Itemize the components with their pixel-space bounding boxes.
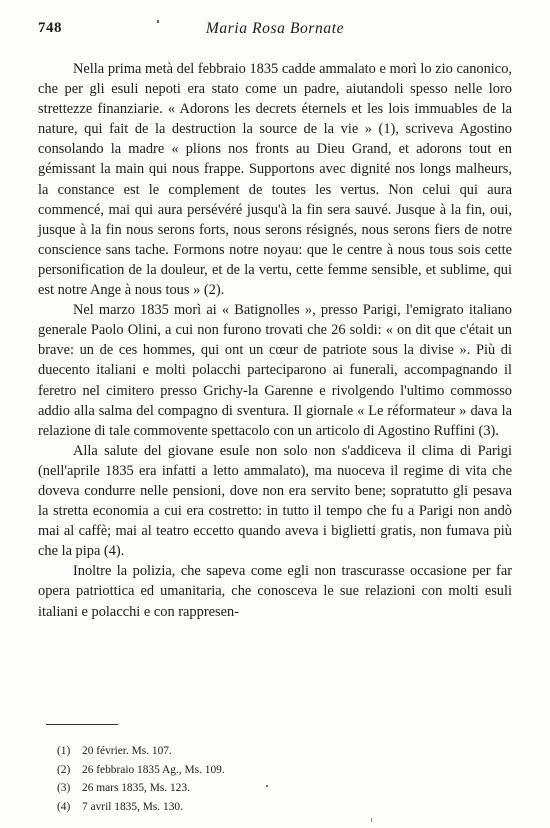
footnote-text: 7 avril 1835, Ms. 130. — [82, 800, 183, 813]
footnote-text: 26 mars 1835, Ms. 123. — [82, 782, 190, 794]
stray-mark — [371, 818, 372, 822]
footnotes — [57, 742, 387, 816]
stray-mark — [157, 20, 159, 23]
footnote-number: (2) — [57, 763, 71, 776]
footnote-text: 26 febbraio 1835 Ag., Ms. 109. — [82, 763, 225, 776]
footnote-text: 20 février. Ms. 107. — [82, 745, 172, 757]
footnote — [57, 798, 387, 817]
paragraph-1: Nella prima metà del febbraio 1835 cadde ammalato e morì lo zio canonico, che per gli esuli nepoti era stato come un padre, aiutandoli spesso nelle loro strettezze finanziarie. « Adorons les decrets éternels et les lois immuables de la nature, qui fait de la destruction la source de la vie » (1), scriveva Agostino consolando la madre « plions nos fronts au Dieu Grand, et adorons tout en gémissant la main qui nous frappe. Supportons avec dignité nos longs malheurs, la constance est le complement de toutes les vertus. Non celui qui aura commencé, mai qui aura persévéré jusqu'à la fin sera sauvé. Jusque à la fin, oui, jusque à la fin nous serons forts, nous serons résignés, nous serons fiers de notre conscience sans tache. Formons notre noyau: que le centre à nous tous sois cette personification de la douleur, et de la vertu, cette femme sensible, et sublime, qui est notre Ange à nous tous » (2). — [38, 61, 512, 299]
footnote — [57, 779, 387, 798]
running-head: Maria Rosa Bornate — [205, 20, 345, 37]
paragraph-3: Alla salute del giovane esule non solo non s'addiceva il clima di Parigi (nell'aprile 1835 era infatti a letto ammalato), ma nuoceva il regime di vita che doveva condurre nelle pensioni, dove non era servito bene; sopratutto gli pesava la stretta economia a cui era costretto: in tutto il tempo che fu a Parigi non andò mai al caffè; mai al teatro eccetto quando aveva i biglietti gratis, non fumava più che la pipa (4). — [38, 442, 512, 560]
footnote — [57, 761, 387, 780]
paragraph-4: Inoltre la polizia, che sapeva come egli non trascurasse occasione per far opera patriottica ed umanitaria, che conosceva le sue relazioni con molti esuli italiani e polacchi e con rappresen- — [38, 563, 512, 620]
footnote — [57, 742, 387, 761]
page-header — [38, 14, 512, 42]
body-text — [38, 59, 512, 622]
footnote-number: (3) — [57, 782, 71, 794]
page-number: 748 — [38, 20, 62, 36]
footnote-rule — [46, 724, 118, 725]
footnote-number: (4) — [57, 800, 71, 813]
stray-mark — [266, 785, 268, 787]
footnote-number: (1) — [57, 745, 71, 757]
paragraph-2: Nel marzo 1835 morì ai « Batignolles », presso Parigi, l'emigrato italiano generale Paolo Olini, a cui non furono trovati che 26 soldi: « on dit que c'était un brave: un de ces hommes, qui ont un cœur de patriote sous la divise ». Più di duecento italiani e molti polacchi parteciparono ai funerali, accompagnando il feretro nel cimitero presso Grichy-la Garenne e rivolgendo l'ultimo commosso addio alla salma del compagno di sventura. Il giornale « Le réformateur » dava la relazione di tale commovente spettacolo con un articolo di Agostino Ruffini (3). — [38, 302, 512, 439]
